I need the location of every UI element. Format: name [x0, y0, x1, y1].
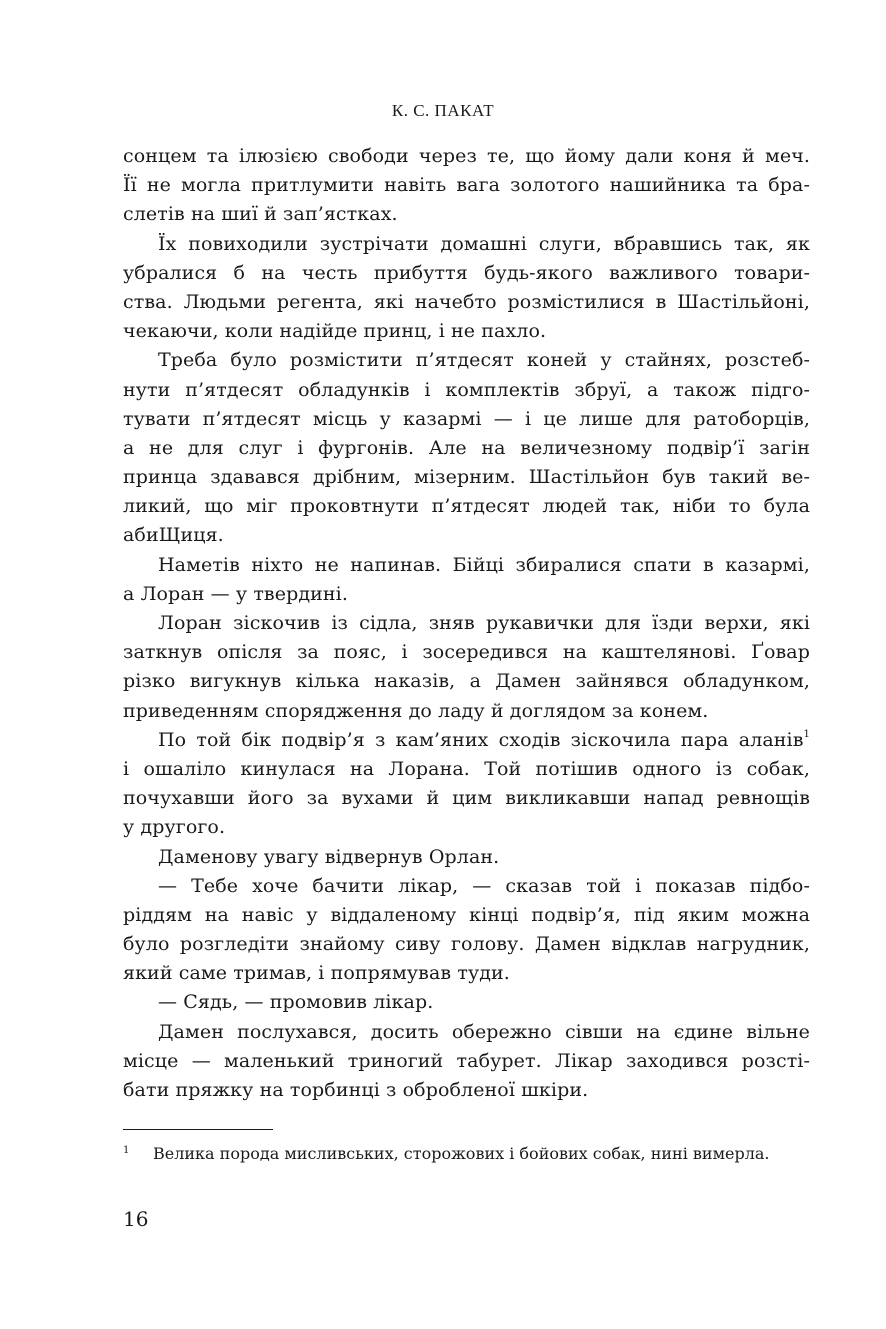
text-line: [123, 230, 810, 259]
text-line-content: а Лоран — у твердині.: [123, 582, 348, 605]
text-line: [123, 171, 810, 200]
footnote-text: Велика порода мисливських, сторожових і бойових собак, нині вимерла.: [153, 1144, 770, 1163]
text-line: [123, 609, 810, 638]
text-line: [123, 755, 810, 784]
text-line-content: Лоран зіскочив із сідла, зняв рукавички для їзди верхи, які: [158, 612, 810, 634]
text-line: [123, 697, 810, 726]
text-line: [123, 551, 810, 580]
text-line-content: заткнув опісля за пояс, і зосередився на каштелянові. Ґовар: [123, 641, 810, 664]
text-line: [123, 1076, 810, 1105]
text-line-content: Треба було розмістити п’ятдесят коней у стайнях, розстеб-: [158, 349, 810, 372]
text-line: [123, 1018, 810, 1047]
text-line-content: абиЩиця.: [123, 524, 224, 547]
text-line: [123, 638, 810, 667]
text-line: [123, 434, 810, 463]
text-line-content: чекаючи, коли надійде принц, і не пахло.: [123, 320, 547, 343]
text-line-content: у другого.: [123, 816, 226, 839]
text-line-content: принца здавався дрібним, мізерним. Шастільйон був такий ве-: [123, 466, 810, 489]
text-line-content: нути п’ятдесят обладунків і комплектів збруї, а також підго-: [123, 378, 810, 401]
text-line-content: різко вигукнув кілька наказів, а Дамен зайнявся обладунком,: [123, 670, 810, 693]
text-line: [123, 288, 810, 317]
page-number: 16: [123, 1207, 149, 1231]
text-line: [123, 580, 810, 609]
text-line-content: Наметів ніхто не напинав. Бійці збиралися спати в казармі,: [158, 553, 810, 576]
text-line: [123, 492, 810, 521]
text-line: [123, 901, 810, 930]
footnote: [123, 1140, 823, 1165]
text-line: [123, 200, 810, 229]
text-line-content: було розгледіти знайому сиву голову. Дамен відклав нагрудник,: [123, 933, 810, 956]
text-line-content: і ошаліло кинулася на Лорана. Той потішив одного із собак,: [123, 757, 810, 780]
text-line-content: тувати п’ятдесят місць у казармі — і це лише для ратоборців,: [123, 407, 810, 430]
text-line-content: Дамен послухався, досить обережно сівши на єдине вільне: [158, 1020, 810, 1043]
text-line: [123, 872, 810, 901]
text-line-content: По той бік подвір’я з кам’яних сходів зіскочила пара аланів: [158, 728, 804, 751]
text-line-content: ріддям на навіс у віддаленому кінці подвір’я, під яким можна: [123, 903, 810, 926]
text-line-content: почухавши його за вухами й цим викликавши напад ревнощів: [123, 787, 810, 810]
text-line-content: Її не могла притлумити навіть вага золотого нашийника та бра-: [123, 174, 810, 197]
text-line: [123, 317, 810, 346]
text-line-content: ликий, що міг проковтнути п’ятдесят людей так, ніби то була: [123, 495, 810, 518]
text-line: [123, 784, 810, 813]
text-line-content: убралися б на честь прибуття будь-якого важливого товари-: [123, 261, 810, 284]
text-line: [123, 959, 810, 988]
text-line: [123, 813, 810, 842]
text-line: [123, 346, 810, 375]
text-line: [123, 463, 810, 492]
text-line-content: Їх повиходили зустрічати домашні слуги, вбравшись так, як: [158, 232, 810, 255]
body-text: [123, 142, 810, 1105]
text-line: [123, 988, 810, 1017]
text-line-content: Даменову увагу відвернув Орлан.: [158, 845, 500, 868]
text-line-content: — Тебе хоче бачити лікар, — сказав той і показав підбо-: [158, 874, 810, 897]
text-line: [123, 521, 810, 550]
text-line-content: — Сядь, — промовив лікар.: [158, 991, 434, 1014]
text-line: [123, 376, 810, 405]
text-line-content: слетів на шиї й зап’ястках.: [123, 203, 398, 226]
text-line: [123, 259, 810, 288]
text-line: [123, 930, 810, 959]
text-line-content: ства. Людьми регента, які начебто розмістилися в Шастільйоні,: [123, 290, 810, 313]
text-line: [123, 405, 810, 434]
footnote-reference: 1: [803, 728, 810, 740]
text-line: [123, 843, 810, 872]
footnote-number: 1: [123, 1145, 130, 1156]
text-line-content: сонцем та ілюзією свободи через те, що йому дали коня й меч.: [123, 145, 810, 167]
text-line: [123, 142, 810, 171]
text-line-content: бати пряжку на торбинці з обробленої шкіри.: [123, 1079, 589, 1101]
footnote-divider: [123, 1129, 273, 1130]
text-line-content: приведенням спорядження до ладу й доглядом за конем.: [123, 699, 709, 722]
text-line-content: місце — маленький триногий табурет. Лікар заходився розсті-: [123, 1049, 810, 1072]
text-line: [123, 1047, 810, 1076]
text-line-content: який саме тримав, і попрямував туди.: [123, 962, 510, 985]
text-line: [123, 667, 810, 696]
text-line: [123, 726, 810, 755]
text-line-content: а не для слуг і фургонів. Але на величезному подвір’ї загін: [123, 436, 810, 459]
running-head: К. С. ПАКАТ: [391, 101, 495, 120]
